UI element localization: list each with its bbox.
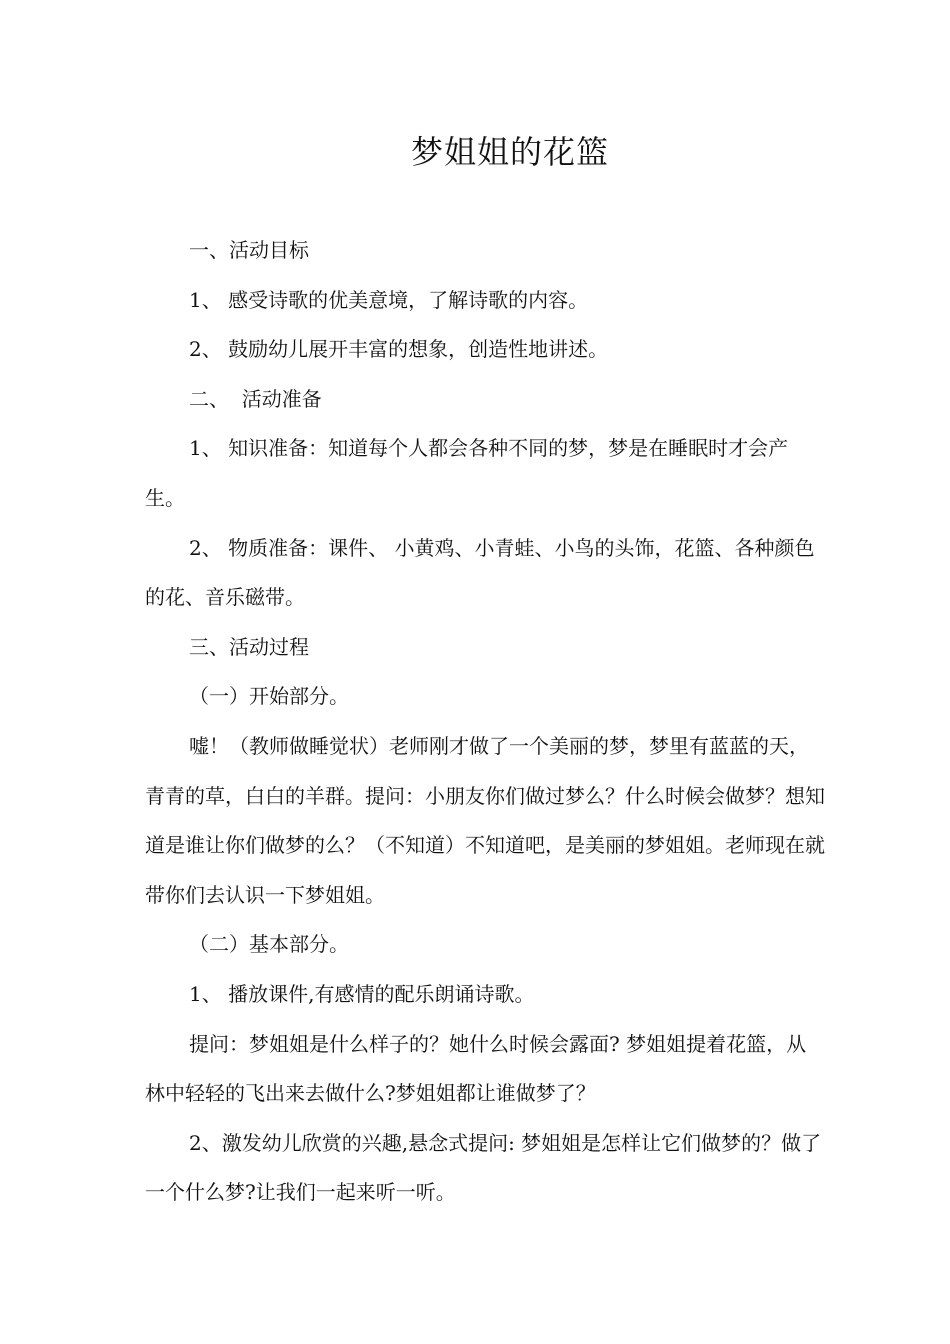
document-body: [145, 226, 825, 1218]
paragraph-opening: 嘘！（教师做睡觉状）老师刚才做了一个美丽的梦，梦里有蓝蓝的天，青青的草，白白的羊群。提问：小朋友你们做过梦么？什么时候会做梦？想知道是谁让你们做梦的么？（不知道）不知道吧，是美丽的梦姐姐。老师现在就带你们去认识一下梦姐姐。: [145, 733, 825, 907]
main-item-1: 1、 播放课件,有感情的配乐朗诵诗歌。: [189, 981, 535, 1006]
goal-item-2: 2、 鼓励幼儿展开丰富的想象，创造性地讲述。: [189, 337, 609, 362]
section-heading-preparation: 二、 活动准备: [189, 386, 322, 411]
goal-item-1: 1、 感受诗歌的优美意境，了解诗歌的内容。: [189, 287, 589, 312]
section-heading-goals: 一、活动目标: [189, 238, 309, 262]
subsection-heading-start: （一）开始部分。: [189, 684, 349, 709]
subsection-heading-main: （二）基本部分。: [189, 932, 349, 957]
main-item-2: 2、激发幼儿欣赏的兴趣,悬念式提问: 梦姐姐是怎样让它们做梦的？做了一个什么梦?让我们一起来听一听。: [145, 1130, 822, 1205]
preparation-item-1: 1、 知识准备：知道每个人都会各种不同的梦，梦是在睡眠时才会产生。: [145, 436, 789, 510]
paragraph-questions: 提问：梦姐姐是什么样子的？她什么时候会露面? 梦姐姐提着花篮，从林中轻轻的飞出来去做什么?梦姐姐都让谁做梦了？: [145, 1031, 807, 1106]
section-heading-process: 三、活动过程: [189, 634, 309, 659]
document-title: 梦姐姐的花篮: [410, 133, 609, 171]
preparation-item-2: 2、 物质准备：课件、 小黄鸡、小青蛙、小鸟的头饰，花篮、各种颜色的花、音乐磁带。: [145, 535, 815, 610]
